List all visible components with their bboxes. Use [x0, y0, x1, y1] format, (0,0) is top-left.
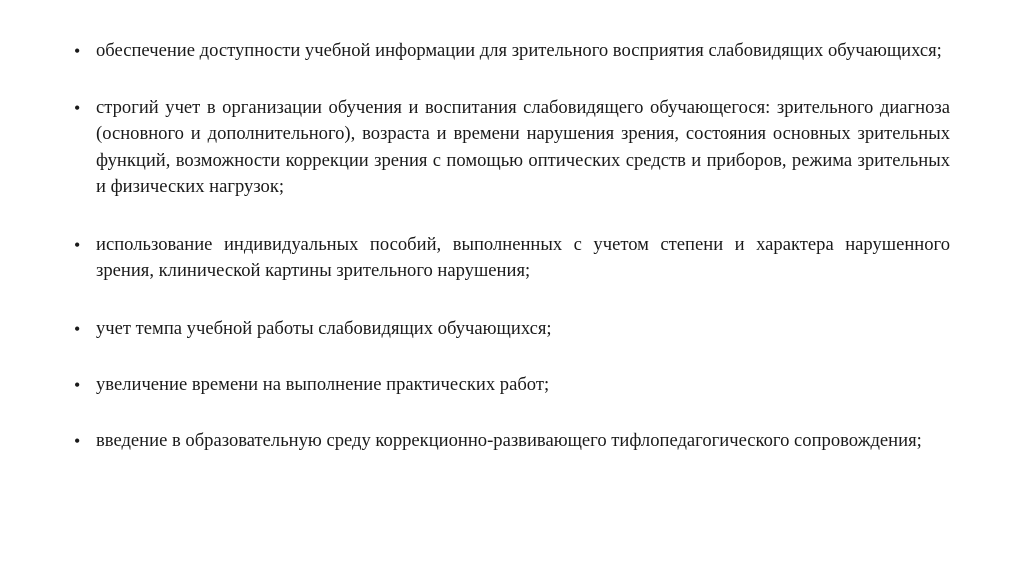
list-item	[74, 95, 950, 201]
list-item	[74, 316, 950, 343]
bullet-icon: •	[74, 318, 81, 339]
list-item	[74, 38, 950, 65]
list-item-text: учет темпа учебной работы слабовидящих обучающихся;	[96, 317, 552, 339]
list-item-text: увеличение времени на выполнение практических работ;	[96, 374, 550, 395]
list-item	[74, 372, 950, 399]
bullet-icon: •	[74, 97, 81, 118]
bullet-list	[74, 38, 950, 454]
list-item-text: введение в образовательную среду коррекционно-развивающего тифлопедагогического сопровождения;	[96, 429, 922, 451]
bullet-icon: •	[74, 430, 81, 451]
list-item-text: использование индивидуальных пособий, выполненных с учетом степени и характера нарушенного зрения, клинической картины зрительного нарушения;	[96, 233, 950, 281]
bullet-icon: •	[74, 375, 81, 395]
bullet-icon: •	[74, 234, 81, 255]
list-item-text: обеспечение доступности учебной информации для зрительного восприятия слабовидящих обучающихся;	[96, 40, 942, 61]
bullet-icon: •	[74, 41, 81, 61]
list-item-text: строгий учет в организации обучения и воспитания слабовидящего обучающегося: зрительного диагноза (основного и дополнительного), возраста и времени нарушения зрения, состояния основных зрительных функций, возможности коррекции зрения с помощью оптических средств и приборов, режима зрительных и физических нагрузок;	[96, 96, 950, 197]
list-item	[74, 232, 950, 285]
list-item	[74, 428, 950, 455]
